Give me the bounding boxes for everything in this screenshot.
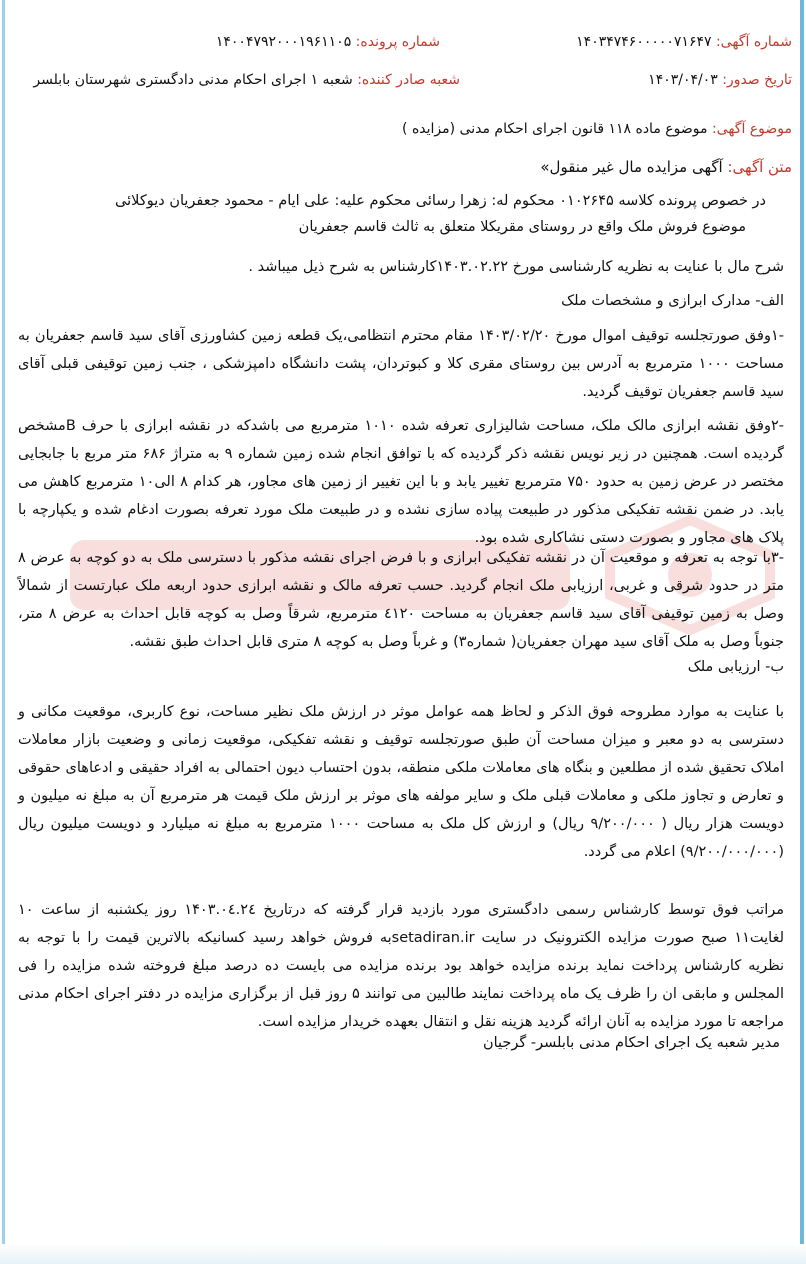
case-number-label: شماره پرونده: [355, 34, 440, 50]
ad-number-label: شماره آگهی: [715, 34, 792, 50]
auction-paragraph: مراتب فوق توسط کارشناس رسمی دادگستری مورد بازدید قرار گرفته که درتاریخ ۱۴۰۳.۰٤.۲٤ روز یکشنبه از ساعت ۱۰ لغایت۱۱ صبح صورت مزایده الکترونیک در سایت setadiran.irبه فروش خواهد رسید کسانیکه بالاترین قیمت را با توجه به نظریه کارشناس پرداخت نماید برنده مزایده خواهد بود برنده مزایده می بایست ده درصد مبلغ فروخته شده مزایده را فی المجلس و مابقی ان را ظرف یک ماه پرداخت نمایند طالبین می توانند ۵ روز قبل از برگزاری مزایده در دفتر اجرای احکام مدنی مراجعه تا مورد مزایده به آنان ارائه گردید هزینه نقل و انتقال بعهده خریدار مزایده است. [18, 902, 785, 1030]
issuer-label: شعبه صادر کننده: [357, 72, 460, 88]
subject-line: موضوع فروش ملک واقع در روستای مقریکلا متعلق به ثالث قاسم جعفریان [298, 219, 746, 235]
case-number [216, 34, 440, 50]
page-border-left [2, 0, 5, 1264]
ad-subject [402, 121, 792, 137]
issue-date [648, 72, 792, 88]
ad-text-title: آگهی مزایده مال غیر منقول» [540, 158, 723, 176]
ad-number [576, 34, 792, 50]
ad-subject-label: موضوع آگهی: [711, 121, 792, 137]
section-a-title: الف- مدارک ابرازی و مشخصات ملک [561, 293, 784, 309]
item-1: -۱وفق صورتجلسه توقیف اموال مورخ ۱۴۰۳/۰۲/۲۰ مقام محترم انتظامی،یک قطعه زمین کشاورزی آقای سید قاسم جعفریان به مساحت ۱۰۰۰ مترمربع به آدرس بین روستای مقری کلا و کبوتردان، پشت دانشگاه دامپزشکی ، جنب زمین توقیفی قبلی آقای سید قاسم جعفریان توقیف گردید. [18, 328, 785, 400]
issue-date-label: تاریخ صدور: [722, 72, 792, 88]
section-b-title: ب- ارزیابی ملک [687, 659, 784, 675]
issuer [33, 72, 460, 88]
issuer-value: شعبه ۱ اجرای احکام مدنی دادگستری شهرستان بابلسر [33, 72, 353, 88]
ad-subject-value: موضوع ماده ۱۱۸ قانون اجرای احکام مدنی (مزایده ) [402, 121, 708, 137]
case-line: در خصوص پرونده کلاسه ۰۱۰۲۶۴۵ محکوم له: زهرا رسائی محکوم علیه: علی ایام - محمود جعفریان دیوکلائی [115, 193, 766, 209]
ad-text-label: متن آگهی: [727, 158, 792, 176]
ad-text-intro [540, 158, 792, 176]
valuation-paragraph: با عنایت به موارد مطروحه فوق الذکر و لحاظ همه عوامل موثر در ارزش ملک نظیر مساحت، نوع کاربری، موقعیت مکانی و دسترسی به دو معبر و میزان مساحت آن طبق صورتجلسه توقیف و نقشه تفکیکی، موقعیت زمانی و وضعیت بازار معاملات املاک تحقیق شده از مطلعین و بنگاه های معاملات ملکی منطقه، بدون احتساب دیون احتمالی به افراد حقیقی و ادعاهای حقوقی و تعارض و تجاوز ملکی و معاملات قبلی ملک و سایر مولفه های موثر بر ارزش ملک قیمت هر مترمربع آن به مبلغ نه میلیون و دویست هزار ریال ( ۹/۲۰۰/۰۰۰ ریال) و ارزش کل ملک به مساحت ۱۰۰۰ مترمربع به مبلغ نه میلیارد و دویست میلیون ریال (۹/۲۰۰/۰۰۰/۰۰۰) اعلام می گردد. [18, 704, 784, 860]
signature: مدیر شعبه یک اجرای احکام مدنی بابلسر- گرجیان [482, 1035, 780, 1051]
case-number-value: ۱۴۰۰۴۷۹۲۰۰۰۱۹۶۱۱۰۵ [215, 34, 352, 50]
item-2: -۲وفق نقشه ابرازی مالک ملک، مساحت شالیزاری تعرفه شده ۱۰۱۰ مترمربع می باشدکه در نقشه ابرازی با حرف Bمشخص گردیده است. همچنین در زیر نویس نقشه ذکر گردیده که با توافق انجام شده زمین شماره ۹ به متراژ ۶۸۶ متر مربع با جابجایی مختصر در عرض زمین به حدود ۷۵۰ مترمربع تغییر یابد و با این تغییر از زمین های مجاور، هر کدام ۸ الی۱۰ مترمربع کاهش می یابد. در ضمن نقشه تفکیکی مذکور در طبیعت پیاده سازی نشده و در طبیعت ملک مورد تعرفه بصورت ادغام شده و یکپارچه با پلاک های مجاور و بصورت دستی نشاکاری شده بود. [18, 418, 785, 546]
page-footer [0, 1244, 806, 1264]
ad-number-value: ۱۴۰۳۴۷۴۶۰۰۰۰۰۷۱۶۴۷ [576, 34, 712, 50]
description-line: شرح مال با عنایت به نظریه کارشناسی مورخ ۱۴۰۳.۰۲.۲۲کارشناس به شرح ذیل میباشد . [248, 259, 784, 275]
issue-date-value: ۱۴۰۳/۰۴/۰۳ [648, 72, 718, 88]
item-3: -۳با توجه به تعرفه و موقعیت آن در نقشه تفکیکی ابرازی و با فرض اجرای نقشه مذکور با دسترسی ملک به دو کوچه به عرض ۸ متر در حدود شرقی و غربی، ارزیابی ملک انجام گردید. حسب تعرفه مالک و نقشه ابرازی حدود اربعه ملک عبارتست از شمالاً وصل به زمین توقیفی آقای سید قاسم جعفریان به مساحت ٤١٢٠ مترمربع، شرقاً وصل به کوچه قابل احداث به عرض ۸ متر، جنوباً وصل به ملک آقای سید مهران جعفریان( شماره۳) و غرباً وصل به کوچه ۸ متری قابل احداث طبق نقشه. [18, 550, 784, 650]
page-border-right [800, 0, 804, 1264]
